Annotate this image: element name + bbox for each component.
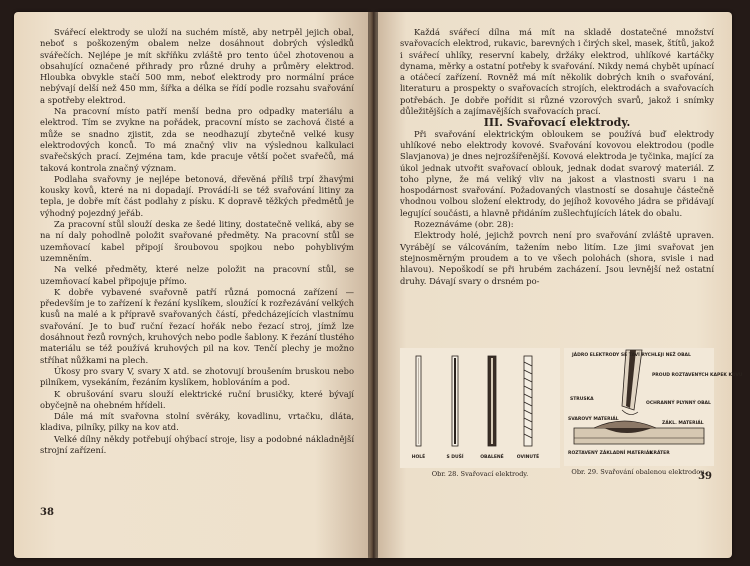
figure-28-electrodes	[400, 348, 560, 468]
paragraph: Elektrody holé, jejichž povrch není pro svařování zvláště upraven. Vyrábějí se válcováním, tažením nebo litím. Lze jimi svařovat jen stejnosměrným proudem a to ve všech polohách (shora, svisle i nad hlavou). Nepoškodí se při hrubém zacházení. Jsou levnější než ostatní druhy. Dávají svary o drsném po-	[400, 230, 714, 286]
page-number: 38	[40, 507, 54, 518]
fig29-label-crater: KRÁTER	[650, 451, 670, 456]
figure-28-caption: Obr. 28. Svařovací elektrody.	[431, 470, 529, 478]
paragraph: Při svařování elektrickým obloukem se používá buď elektrody uhlíkové nebo elektrody kovové. Svařování kovovou elektrodou (podle Slavjanova) je dnes nejrozšířenější. Kovová elektroda je tyčinka, mající za úkol jednak utvořit svařovací oblouk, jednak dodat svarový materiál. Z toho plyne, že má veliký vliv na jakost a vlastnosti svaru i na hospodárnost svařování. Požadovaných vlastností se dosahuje částečně vhodnou volbou složení elektrody, do jejíhož kovového jádra se přidávají legující součásti, a hlavně přidáním zušlechťujících látek do obalu.	[400, 128, 714, 218]
figure-29-welding-diagram	[564, 348, 743, 466]
paragraph: Na pracovní místo patří menší bedna pro odpadky materiálu a elektrod. Tím se zvykne na pořádek, pracovní místo se zachová čisté a může se snadno zjistit, zda se neodhazují zbytečně velké kusy elektrodových konců. To má značný vliv na výslednou kalkulaci svařečských prací. Zejména tam, kde pracuje větší počet svařečů, má taková kontrola značný význam.	[40, 106, 354, 173]
electrode-bare	[416, 356, 421, 446]
paragraph: Svářecí elektrody se uloží na suchém místě, aby netrpěl jejich obal, neboť s poškozeným obalem nelze dosáhnout dobrých výsledků svářečích. Nejlépe je mít skříňku zvláště pro tento účel zhotovenou a obsahující označené přihrady pro různé druhy a průměry elektrod. Hloubka obvykle stačí 500 mm, neboť elektrody pro normální práce nebývají delší než 450 mm, šířka a délka se řídí podle rozsahu svařování a spotřeby elektrod.	[40, 27, 354, 105]
paragraph: Podlaha svařovny je nejlépe betonová, dřevěná příliš trpí žhavými kousky kovů, které na ni dopadají. Provádí-li se též svařování litiny za tepla, je dobře mít část podlahy z písku. K dopravě těžkých předmětů je výhodný pojezdný jeřáb.	[40, 173, 354, 218]
paragraph: Na velké předměty, které nelze položit na pracovní stůl, se uzemňovací kabel připojuje přímo.	[40, 264, 354, 286]
section-heading: III. Svařovací elektrody.	[483, 116, 631, 130]
page-number: 39	[698, 471, 712, 482]
fig29-label-molten: ROZTAVENÝ ZÁKLADNÍ MATERIÁL	[568, 451, 653, 456]
electrode-coated	[488, 356, 496, 446]
fig29-label-core: JÁDRO ELEKTRODY SE TAVÍ RYCHLEJI NEŽ OBAL	[572, 353, 691, 358]
fig28-label-cored: S DUŠÍ	[446, 455, 464, 460]
figure-28-background	[400, 348, 560, 468]
paragraph: Dále má mít svařovna stolní svěráky, kovadlinu, vrtačku, dláta, kladiva, pilníky, pilky na kov atd.	[40, 411, 354, 433]
paragraph: Každá svářecí dílna má mít na skladě dostatečné množství svařovacích elektrod, rukavic, barevných i čirých skel, masek, štítů, jakož i svářecí uhlíky, reservní kabely, držáky elektrod, uhlíkové kartáčky dynama, měrky a ostatní potřeby k svařování. Nikdy nemá chybět upínací a otáčecí zařízení. Rovněž má mít několik dobrých knih o svařování, literaturu a prospekty o svařovacích strojích, elektrodách a svařovacích potřebách. Je dobře pořídit si různé vzorových svarů, jakož i snímky důležitějších a zajímavějších svařovacích prací.	[400, 27, 714, 117]
left-page	[14, 12, 368, 558]
right-page	[378, 12, 743, 558]
fig29-label-base: ZÁKL. MATERIÁL	[662, 421, 704, 426]
fig29-label-weld: SVAROVÝ MATERIÁL	[568, 417, 619, 422]
fig29-label-slag: STRUSKA	[570, 397, 594, 402]
fig29-label-drops: PROUD ROZTAVENÝCH KAPEK KOVU	[652, 373, 743, 378]
paragraph: Za pracovní stůl slouží deska ze šedé litiny, dostatečně veliká, aby se na ní daly pohodlně položit svařované předměty. Na pracovní stůl se uzemňovací kabel připojí šroubovou spojkou nebo pohyblivým uzemněním.	[40, 219, 354, 263]
electrode-cored	[452, 356, 458, 446]
paragraph: Úkosy pro svary V, svary X atd. se zhotovují broušením bruskou nebo pilníkem, vysekáním, řezáním kyslíkem, hoblováním a pod.	[40, 365, 354, 388]
paragraph: Velké dílny někdy potřebují ohýbací stroje, lisy a podobné nákladnější strojní zařízení.	[40, 433, 354, 455]
fig28-label-wrapped: OVINUTÉ	[516, 455, 540, 460]
right-page-text	[400, 27, 714, 287]
paragraph: K dobře vybavené svařovně patří různá pomocná zařízení — především je to zařízení k řezání kyslíkem, sloužící k rozřezávání velkých kusů na malé a k přípravě svařovaných částí, předcházejících vlastnímu svařování. Je to buď ruční řezací hořák nebo řezací stroj, jímž lze dosáhnout řezů rovných, kruhových nebo podle šablony. K řezání tlustého materiálu se též používá kruhových pil na kov. Tenčí plechy je možno stříhat nůžkami na plech.	[40, 286, 354, 365]
paragraph: Rozeznáváme (obr. 28):	[414, 219, 514, 230]
fig28-label-bare: HOLÉ	[411, 455, 426, 460]
figures-area	[400, 348, 743, 488]
electrode-wrapped	[524, 356, 532, 446]
paragraph: K obrušování svaru slouží elektrické ruční brusičky, které bývají obyčejně na ohebném hřídeli.	[40, 388, 354, 410]
left-page-text	[40, 27, 354, 456]
fig28-label-coated: OBALENÉ	[480, 455, 504, 460]
figure-29-caption: Obr. 29. Svařování obalenou elektrodou.	[571, 468, 707, 476]
fig29-label-gas: OCHRANNÝ PLYNNÝ OBAL	[646, 401, 711, 406]
